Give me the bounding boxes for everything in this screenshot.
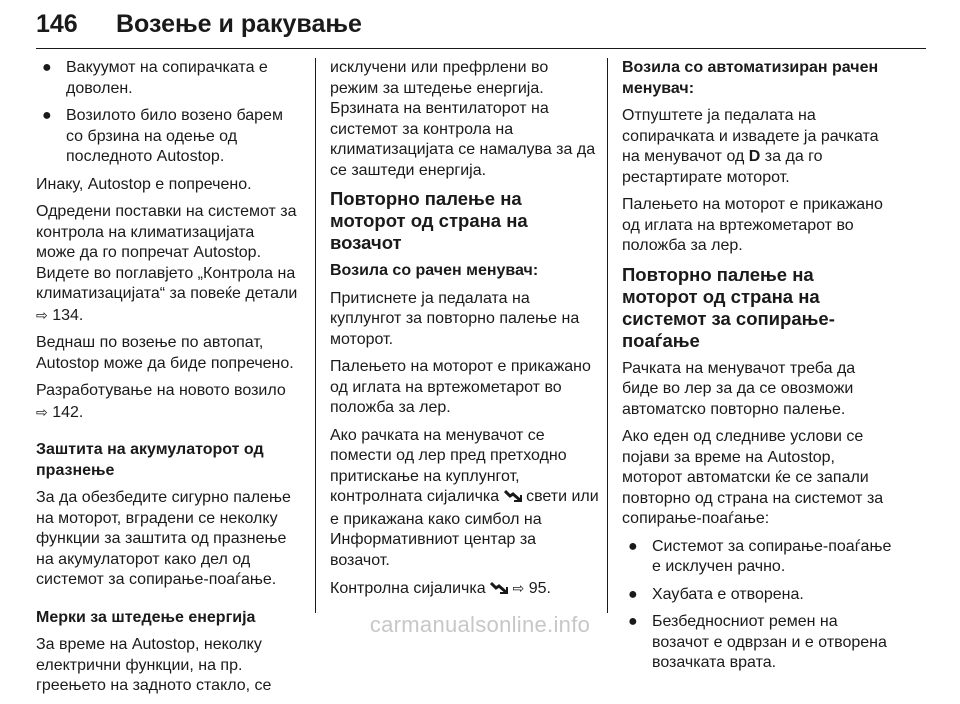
paragraph: Рачката на менувачот треба да биде во лер за да се овозможи автоматско повторно палење. [622, 359, 856, 418]
bullet-icon: ● [628, 537, 638, 555]
subheading: Возила со автоматизиран рачен менувач: [622, 59, 879, 97]
page-reference-arrow-icon: ⇨ [36, 306, 48, 323]
paragraph: Палењето на моторот е прикажано од иглата на вртежометарот во положба за лер. [330, 358, 591, 416]
paragraph: Инаку, Autostop е попречено. [36, 175, 252, 193]
subheading: Заштита на акумулаторот од празнење [36, 441, 264, 479]
column-3 [622, 58, 892, 681]
page-reference-link[interactable]: 95. [528, 580, 551, 597]
paragraph [330, 426, 600, 572]
list-item-text: Системот за сопирање-поаѓање е исклучен рачно. [652, 537, 892, 575]
list-item [36, 106, 298, 168]
column-divider [315, 58, 316, 613]
paragraph-text: Ако рачката на менувачот се помести од лер пред претходно притискање на куплунгот, контролната сијаличка [330, 426, 567, 505]
paragraph-text: Отпуштете ја педалата на сопирачката и извадете ја рачката на менувачот од [622, 107, 879, 165]
paragraph: За да обезбедите сигурно палење на моторот, вградени се неколку функции за заштита од празнење на акумулаторот како дел од системот за сопирање-поаѓање. [36, 489, 291, 588]
list-item [36, 58, 298, 99]
subheading: Мерки за штедење енергија [36, 608, 256, 626]
page-reference-link[interactable]: 134. [52, 306, 84, 324]
paragraph-text: за да го рестартирате моторот. [622, 148, 823, 186]
page-title: Возење и ракување [116, 10, 362, 38]
autostop-warning-icon [490, 581, 508, 602]
paragraph-text: Одредени поставки на системот за контрола на климатизацијата може да го попречат Autostop. Видете во поглавјето „Контрола на климатизацијата“ за повеќе детали [36, 203, 298, 302]
bullet-icon: ● [42, 59, 52, 76]
paragraph-text: Разработување на новото возило [36, 382, 286, 399]
paragraph: Ако еден од следниве услови се појави за време на Autostop, моторот автоматски ќе се запали повторно од страна на системот за сопирање-поаѓање: [622, 428, 884, 527]
bullet-icon: ● [628, 613, 638, 630]
subheading: Возила со рачен менувач: [330, 262, 539, 279]
bullet-icon: ● [42, 107, 52, 124]
list-item [622, 585, 892, 606]
list-item-text: Возилото било возено барем со брзина на одење од последното Autostop. [66, 107, 283, 165]
bullet-icon: ● [628, 585, 638, 603]
paragraph-text: Контролна сијаличка [330, 580, 486, 597]
watermark: carmanualsonline.info [369, 612, 591, 637]
page-reference-arrow-icon: ⇨ [36, 403, 48, 420]
section-heading: Повторно палење на моторот од страна на системот за сопирање-поаѓање [622, 263, 835, 351]
paragraph [36, 381, 298, 423]
column-divider [607, 58, 608, 613]
autostop-warning-icon [504, 489, 522, 510]
paragraph: Палењето на моторот е прикажано од иглата на вртежометарот во положба за лер. [622, 196, 883, 254]
paragraph [622, 106, 892, 188]
paragraph [36, 202, 298, 326]
page-number: 146 [36, 10, 78, 38]
page-reference-arrow-icon: ⇨ [512, 580, 525, 596]
paragraph-text: свети или е прикажана како симбол на Информативниот центар за возачот. [330, 488, 599, 569]
paragraph: За време на Autostop, неколку електрични функции, на пр. греењето на задното стакло, се [36, 636, 272, 694]
paragraph [330, 578, 600, 602]
paragraph: исклучени или префрлени во режим за штедење енергија. Брзината на вентилаторот на системот за контрола на климатизацијата се намалува за да се заштеди енергија. [330, 59, 596, 179]
paragraph: Веднаш по возење по автопат, Autostop може да биде попречено. [36, 334, 294, 372]
column-2 [330, 58, 600, 609]
list-item-text: Безбедносниот ремен на возачот е одврзан и е отворена возачката врата. [652, 613, 887, 671]
page-reference-link[interactable]: 142. [52, 403, 84, 421]
list-item-text: Вакуумот на сопирачката е доволен. [66, 59, 268, 97]
list-item-text: Хаубата е отворена. [652, 585, 804, 603]
paragraph: Притиснете ја педалата на куплунгот за повторно палење на моторот. [330, 289, 580, 348]
page-header [36, 0, 926, 52]
list-item [622, 537, 892, 578]
header-rule [36, 48, 926, 49]
section-heading: Повторно палење на моторот од страна на возачот [330, 188, 528, 253]
gear-position-label: D [748, 148, 761, 165]
column-1 [36, 58, 298, 704]
